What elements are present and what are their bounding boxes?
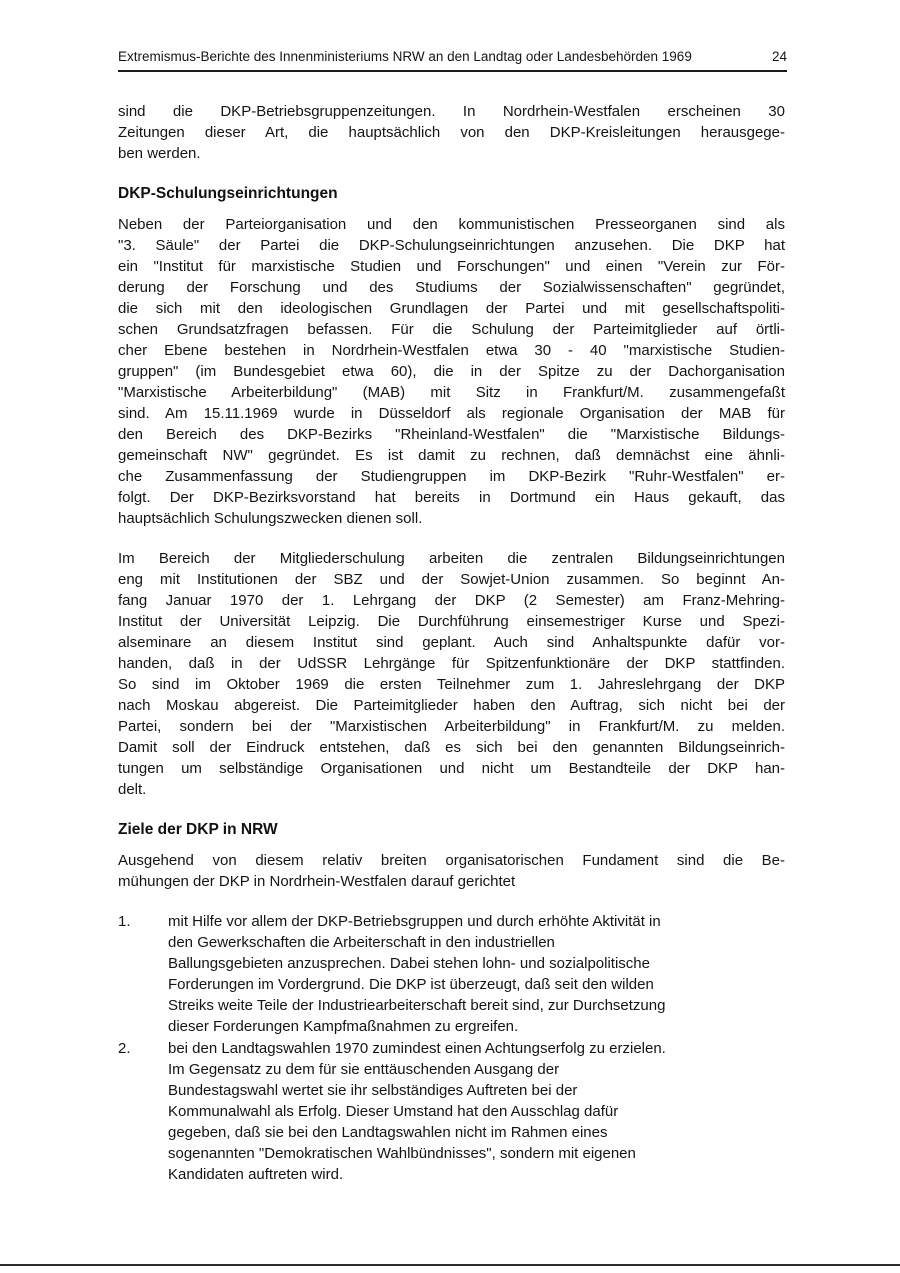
text-line: Zeitungen dieser Art, die hauptsächlich von den DKP-Kreisleitungen herausgege- <box>118 124 785 141</box>
text-line: Im Gegensatz zu dem für sie enttäuschenden Ausgang der <box>168 1061 560 1078</box>
text-line: So sind im Oktober 1969 die ersten Teilnehmer zum 1. Jahreslehrgang der DKP <box>118 676 785 693</box>
section-heading-schulungseinrichtungen: DKP-Schulungseinrichtungen <box>118 185 338 202</box>
text-line: sind die DKP-Betriebsgruppenzeitungen. In Nordrhein-Westfalen erscheinen 30 <box>118 103 785 120</box>
list-item-1-text <box>168 911 785 1037</box>
list-item-1 <box>118 911 785 1037</box>
text-line: gegeben, daß sie bei den Landtagswahlen nicht im Rahmen eines <box>168 1124 608 1141</box>
text-line: cher Ebene bestehen in Nordrhein-Westfalen etwa 30 - 40 "marxistische Studien- <box>118 342 785 359</box>
text-line: bei den Landtagswahlen 1970 zumindest einen Achtungserfolg zu erzielen. <box>168 1040 666 1057</box>
paragraph-intro <box>118 101 785 164</box>
text-line: Forderungen im Vordergrund. Die DKP ist überzeugt, daß seit den wilden <box>168 976 654 993</box>
text-line: den Gewerkschaften die Arbeiterschaft in den industriellen <box>168 934 555 951</box>
text-line: gruppen" (im Bundesgebiet etwa 60), die in der Spitze zu der Dachorganisation <box>118 363 785 380</box>
text-line: Kandidaten auftreten wird. <box>168 1166 344 1183</box>
text-line: Damit soll der Eindruck entstehen, daß es sich bei den genannten Bildungseinrich- <box>118 739 785 756</box>
paragraph-schulung-2 <box>118 548 785 800</box>
page-header <box>118 48 787 65</box>
text-line: delt. <box>118 781 147 798</box>
text-line: handen, daß in der UdSSR Lehrgänge für Spitzenfunktionäre der DKP stattfinden. <box>118 655 785 672</box>
text-line: sind. Am 15.11.1969 wurde in Düsseldorf als regionale Organisation der MAB für <box>118 405 785 422</box>
text-line: sogenannten "Demokratischen Wahlbündnisses", sondern mit eigenen <box>168 1145 636 1162</box>
paragraph-ziele-intro <box>118 850 785 892</box>
page-number: 24 <box>771 49 787 64</box>
text-line: schen Grundsatzfragen befassen. Für die Schulung der Parteimitglieder auf örtli- <box>118 321 785 338</box>
text-line: ben werden. <box>118 145 201 162</box>
document-content <box>118 101 785 1186</box>
text-line: Streiks weite Teile der Industriearbeiterschaft bereit sind, zur Durchsetzung <box>168 997 666 1014</box>
text-line: tungen um selbständige Organisationen und nicht um Bestandteile der DKP han- <box>118 760 785 777</box>
list-item-1-number: 1. <box>118 913 131 930</box>
text-line: eng mit Institutionen der SBZ und der Sowjet-Union zusammen. So beginnt An- <box>118 571 785 588</box>
paragraph-schulung-1 <box>118 214 785 529</box>
scan-edge-line <box>0 1264 900 1266</box>
list-item-2-number: 2. <box>118 1040 131 1057</box>
section-heading-ziele: Ziele der DKP in NRW <box>118 821 278 838</box>
text-line: Institut der Universität Leipzig. Die Durchführung einsemestriger Kurse und Spezi- <box>118 613 785 630</box>
text-line: Im Bereich der Mitgliederschulung arbeiten die zentralen Bildungseinrichtungen <box>118 550 785 567</box>
text-line: Kommunalwahl als Erfolg. Dieser Umstand hat den Ausschlag dafür <box>168 1103 619 1120</box>
text-line: fang Januar 1970 der 1. Lehrgang der DKP (2 Semester) am Franz-Mehring- <box>118 592 785 609</box>
text-line: mühungen der DKP in Nordrhein-Westfalen darauf gerichtet <box>118 873 516 890</box>
text-line: "3. Säule" der Partei die DKP-Schulungseinrichtungen anzusehen. Die DKP hat <box>118 237 785 254</box>
goals-list <box>118 911 785 1185</box>
text-line: alseminare an diesem Institut sind geplant. Auch sind Anhaltspunkte dafür vor- <box>118 634 785 651</box>
text-line: derung der Forschung und des Studiums der Sozialwissenschaften" gegründet, <box>118 279 785 296</box>
text-line: dieser Forderungen Kampfmaßnahmen zu ergreifen. <box>168 1018 519 1035</box>
list-item-2-text <box>168 1038 785 1185</box>
text-line: "Marxistische Arbeiterbildung" (MAB) mit Sitz in Frankfurt/M. zusammengefaßt <box>118 384 785 401</box>
text-line: die sich mit den ideologischen Grundlagen der Partei und mit gesellschaftspoliti- <box>118 300 785 317</box>
text-line: folgt. Der DKP-Bezirksvorstand hat bereits in Dortmund ein Haus gekauft, das <box>118 489 785 506</box>
text-line: gemeinschaft NW" gegründet. Es ist damit zu rechnen, daß demnächst eine ähnli- <box>118 447 785 464</box>
text-line: mit Hilfe vor allem der DKP-Betriebsgruppen und durch erhöhte Aktivität in <box>168 913 661 930</box>
text-line: Bundestagswahl wertet sie ihr selbständiges Auftreten bei der <box>168 1082 578 1099</box>
text-line: Ballungsgebieten anzusprechen. Dabei stehen lohn- und sozialpolitische <box>168 955 650 972</box>
list-item-2 <box>118 1038 785 1185</box>
text-line: Neben der Parteiorganisation und den kommunistischen Presseorganen sind als <box>118 216 785 233</box>
header-rule <box>118 70 787 72</box>
text-line: ein "Institut für marxistische Studien und Forschungen" und einen "Verein zur För- <box>118 258 785 275</box>
running-head-title: Extremismus-Berichte des Innenministeriums NRW an den Landtag oder Landesbehörden 1969 <box>118 49 692 64</box>
text-line: Ausgehend von diesem relativ breiten organisatorischen Fundament sind die Be- <box>118 852 785 869</box>
text-line: hauptsächlich Schulungszwecken dienen soll. <box>118 510 423 527</box>
text-line: den Bereich des DKP-Bezirks "Rheinland-Westfalen" die "Marxistische Bildungs- <box>118 426 785 443</box>
text-line: che Zusammenfassung der Studiengruppen im DKP-Bezirk "Ruhr-Westfalen" er- <box>118 468 785 485</box>
text-line: Partei, sondern bei der "Marxistischen Arbeiterbildung" in Frankfurt/M. zu melden. <box>118 718 785 735</box>
text-line: nach Moskau abgereist. Die Parteimitglieder haben den Auftrag, sich nicht bei der <box>118 697 785 714</box>
